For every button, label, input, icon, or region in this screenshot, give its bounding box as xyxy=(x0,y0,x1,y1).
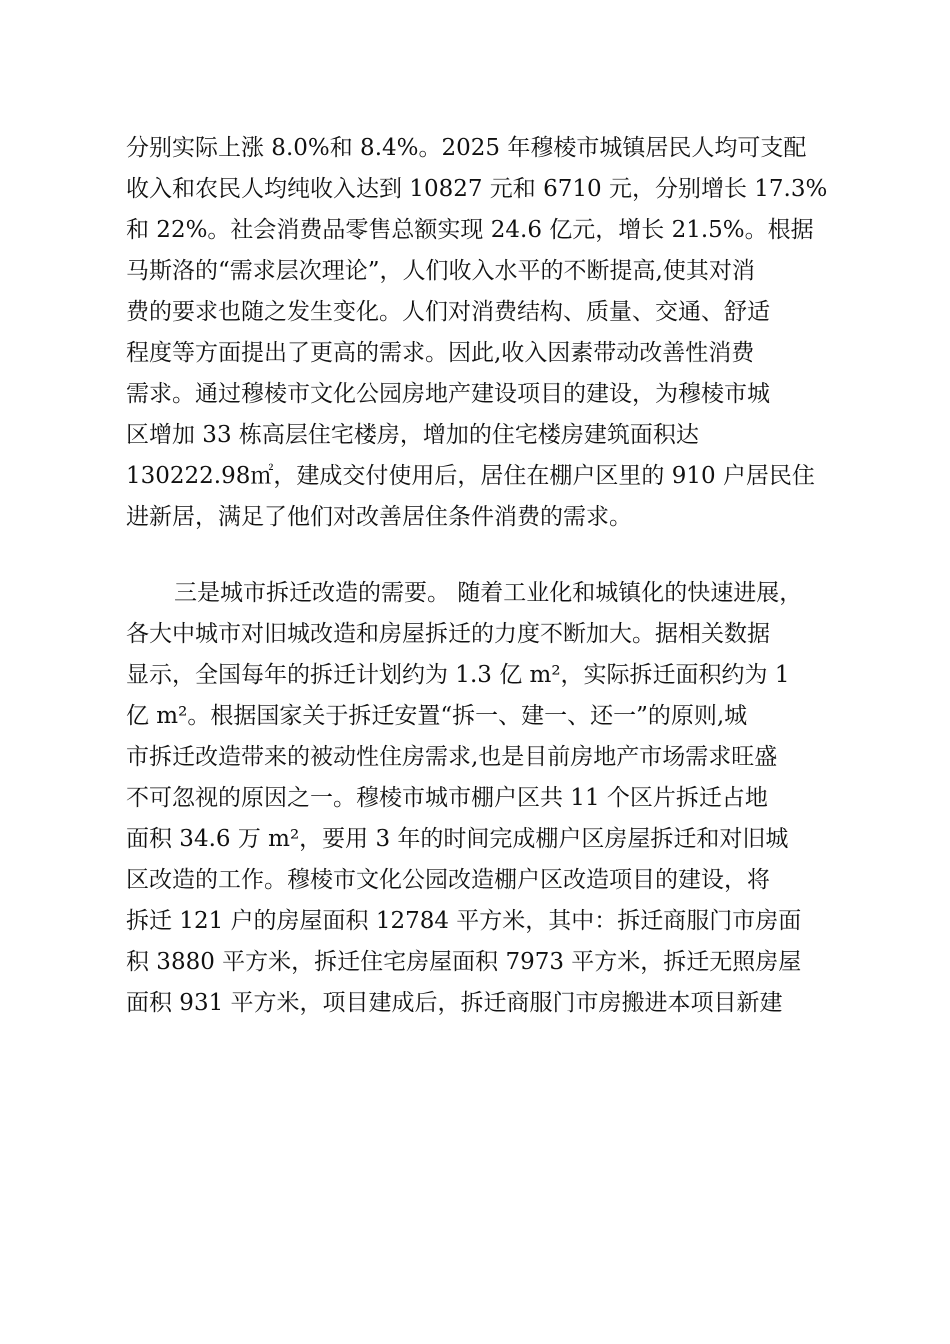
text-line: 进新居，满足了他们对改善居住条件消费的需求。 xyxy=(126,504,632,530)
text-line: 区增加 33 栋高层住宅楼房，增加的住宅楼房建筑面积达 xyxy=(126,422,699,448)
text-line: 费的要求也随之发生变化。人们对消费结构、质量、交通、舒适 xyxy=(126,299,770,325)
text-line: 收入和农民人均纯收入达到 10827 元和 6710 元，分别增长 17.3% xyxy=(126,176,828,202)
text-line: 和 22%。社会消费品零售总额实现 24.6 亿元，增长 21.5%。根据 xyxy=(126,217,814,243)
paragraph-income xyxy=(126,128,856,538)
text-line: 面积 931 平方米，项目建成后，拆迁商服门市房搬进本项目新建 xyxy=(126,990,783,1016)
text-line: 程度等方面提出了更高的需求。因此,收入因素带动改善性消费 xyxy=(126,340,755,366)
text-line: 不可忽视的原因之一。穆棱市城市棚户区共 11 个区片拆迁占地 xyxy=(126,785,768,811)
text-line: 亿 m²。根据国家关于拆迁安置“拆一、建一、还一”的原则,城 xyxy=(126,703,748,729)
paragraph-relocation xyxy=(126,573,856,1024)
text-line-first: 三是城市拆迁改造的需要。 随着工业化和城镇化的快速进展， xyxy=(174,580,803,606)
text-line: 马斯洛的“需求层次理论”，人们收入水平的不断提高,使其对消 xyxy=(126,258,755,284)
text-line: 市拆迁改造带来的被动性住房需求,也是目前房地产市场需求旺盛 xyxy=(126,744,778,770)
text-line: 显示，全国每年的拆迁计划约为 1.3 亿 m²，实际拆迁面积约为 1 xyxy=(126,662,790,688)
text-line: 积 3880 平方米，拆迁住宅房屋面积 7973 平方米，拆迁无照房屋 xyxy=(126,949,802,975)
text-line: 分别实际上涨 8.0%和 8.4%。2025 年穆棱市城镇居民人均可支配 xyxy=(126,135,807,161)
document-body xyxy=(126,128,856,1024)
text-line: 各大中城市对旧城改造和房屋拆迁的力度不断加大。据相关数据 xyxy=(126,621,770,647)
text-line: 130222.98㎡，建成交付使用后，居住在棚户区里的 910 户居民住 xyxy=(126,463,815,489)
text-line: 面积 34.6 万 m²，要用 3 年的时间完成棚户区房屋拆迁和对旧城 xyxy=(126,826,789,852)
text-line: 需求。通过穆棱市文化公园房地产建设项目的建设，为穆棱市城 xyxy=(126,381,770,407)
paragraph-spacer xyxy=(126,538,856,573)
text-line: 区改造的工作。穆棱市文化公园改造棚户区改造项目的建设，将 xyxy=(126,867,770,893)
text-line: 拆迁 121 户的房屋面积 12784 平方米，其中：拆迁商服门市房面 xyxy=(126,908,802,934)
